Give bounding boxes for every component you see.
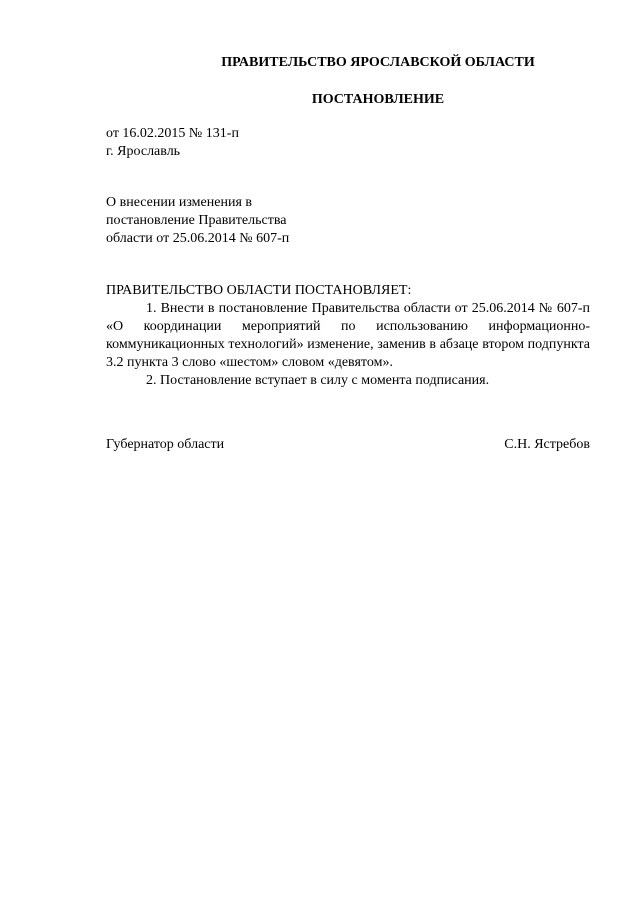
- paragraph-1: 1. Внести в постановление Правительства области от 25.06.2014 № 607-п «О координации мероприятий по использованию информационно-коммуникационных технологий» изменение, заменив в абзаце втором подпункта 3.2 пункта 3 слово «шестом» словом «девятом».: [106, 301, 590, 370]
- document-type-title: ПОСТАНОВЛЕНИЕ: [311, 92, 445, 107]
- date-number: от 16.02.2015 № 131-п: [106, 126, 239, 141]
- signature-block: [106, 436, 590, 454]
- document-subject: [106, 194, 289, 248]
- subject-line-3: области от 25.06.2014 № 607-п: [106, 231, 290, 246]
- organization-title: ПРАВИТЕЛЬСТВО ЯРОСЛАВСКОЙ ОБЛАСТИ: [221, 55, 535, 70]
- subject-line-1: О внесении изменения в: [106, 195, 252, 210]
- document-meta: [106, 125, 239, 161]
- signatory-position: Губернатор области: [106, 437, 225, 452]
- document-body: [106, 282, 590, 390]
- paragraph-2: 2. Постановление вступает в силу с момента подписания.: [146, 373, 490, 388]
- signatory-name: С.Н. Ястребов: [504, 437, 590, 452]
- subject-line-2: постановление Правительства: [106, 213, 287, 228]
- decree-intro: ПРАВИТЕЛЬСТВО ОБЛАСТИ ПОСТАНОВЛЯЕТ:: [106, 283, 412, 298]
- city: г. Ярославль: [106, 144, 181, 159]
